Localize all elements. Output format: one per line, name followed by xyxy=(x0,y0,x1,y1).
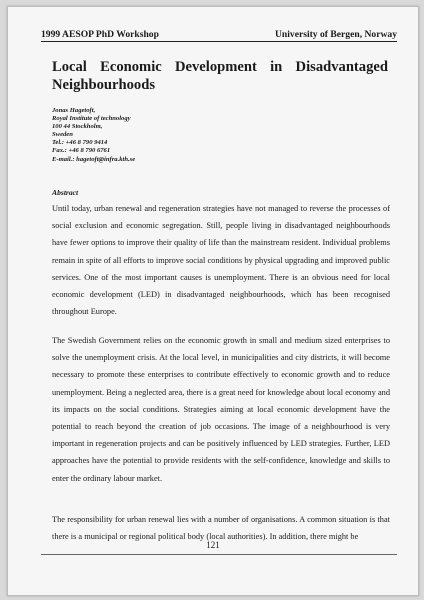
author-tel: Tel.: +46 8 790 9414 xyxy=(52,139,108,147)
footer-rule xyxy=(41,554,397,555)
paragraph-responsibility: The responsibility for urban renewal lies with a number of organisations. A common situation is that there is a municipal or regional political body (local authorities). In addition, there might be xyxy=(52,515,390,542)
running-header xyxy=(41,29,397,42)
paragraph-swedish-government: The Swedish Government relies on the economic growth in small and medium sized enterprises to solve the unemployment crisis. At the local level, in municipalities and city districts, it will become necessary to promote these enterprises to contribute effectively to economic growth and to reduce unemployment. Being a neglected area, there is a great need for knowledge about local economy and its impacts on the social conditions. Strategies aiming at local economic development have the potential to reach beyond the creation of job occasions. The image of a neighbourhood is very important in regeneration projects and can be positively influenced by LED strategies. Further, LED approaches have the potential to provide residents with the self-confidence, knowledge and skills to enter the ordinary labour market. xyxy=(52,336,390,483)
header-university: University of Bergen, Norway xyxy=(274,29,397,40)
header-workshop: 1999 AESOP PhD Workshop xyxy=(41,29,159,40)
author-email: E-mail.: hagetoft@infra.kth.se xyxy=(52,155,136,163)
author-fax: Fax.: +46 8 790 6761 xyxy=(52,147,111,155)
page-number: 121 xyxy=(206,540,220,550)
author-name: Jonas Hagetoft, xyxy=(52,107,96,114)
paper-page xyxy=(7,6,419,596)
author-country: Sweden xyxy=(52,131,73,139)
author-institution: Royal Institute of technology xyxy=(52,115,131,123)
paragraph-abstract: Until today, urban renewal and regeneration strategies have not managed to reverse the processes of social exclusion and economic segregation. Still, people living in disadvantaged neighbourhoods have fewer options to improve their quality of life than the mainstream resident. Individual problems remain in spite of all efforts to improve social conditions by physical upgrading and improved public services. One of the most important causes is unemployment. There is an obvious need for local economic development (LED) in disadvantaged neighbourhoods, which has been recognised throughout Europe. xyxy=(52,204,390,317)
paper-title: Local Economic Development in Disadvantaged Neighbourhoods xyxy=(52,59,388,93)
author-block xyxy=(52,107,135,164)
author-address: 100 44 Stockholm, xyxy=(52,123,103,131)
abstract-heading: Abstract xyxy=(52,188,79,197)
